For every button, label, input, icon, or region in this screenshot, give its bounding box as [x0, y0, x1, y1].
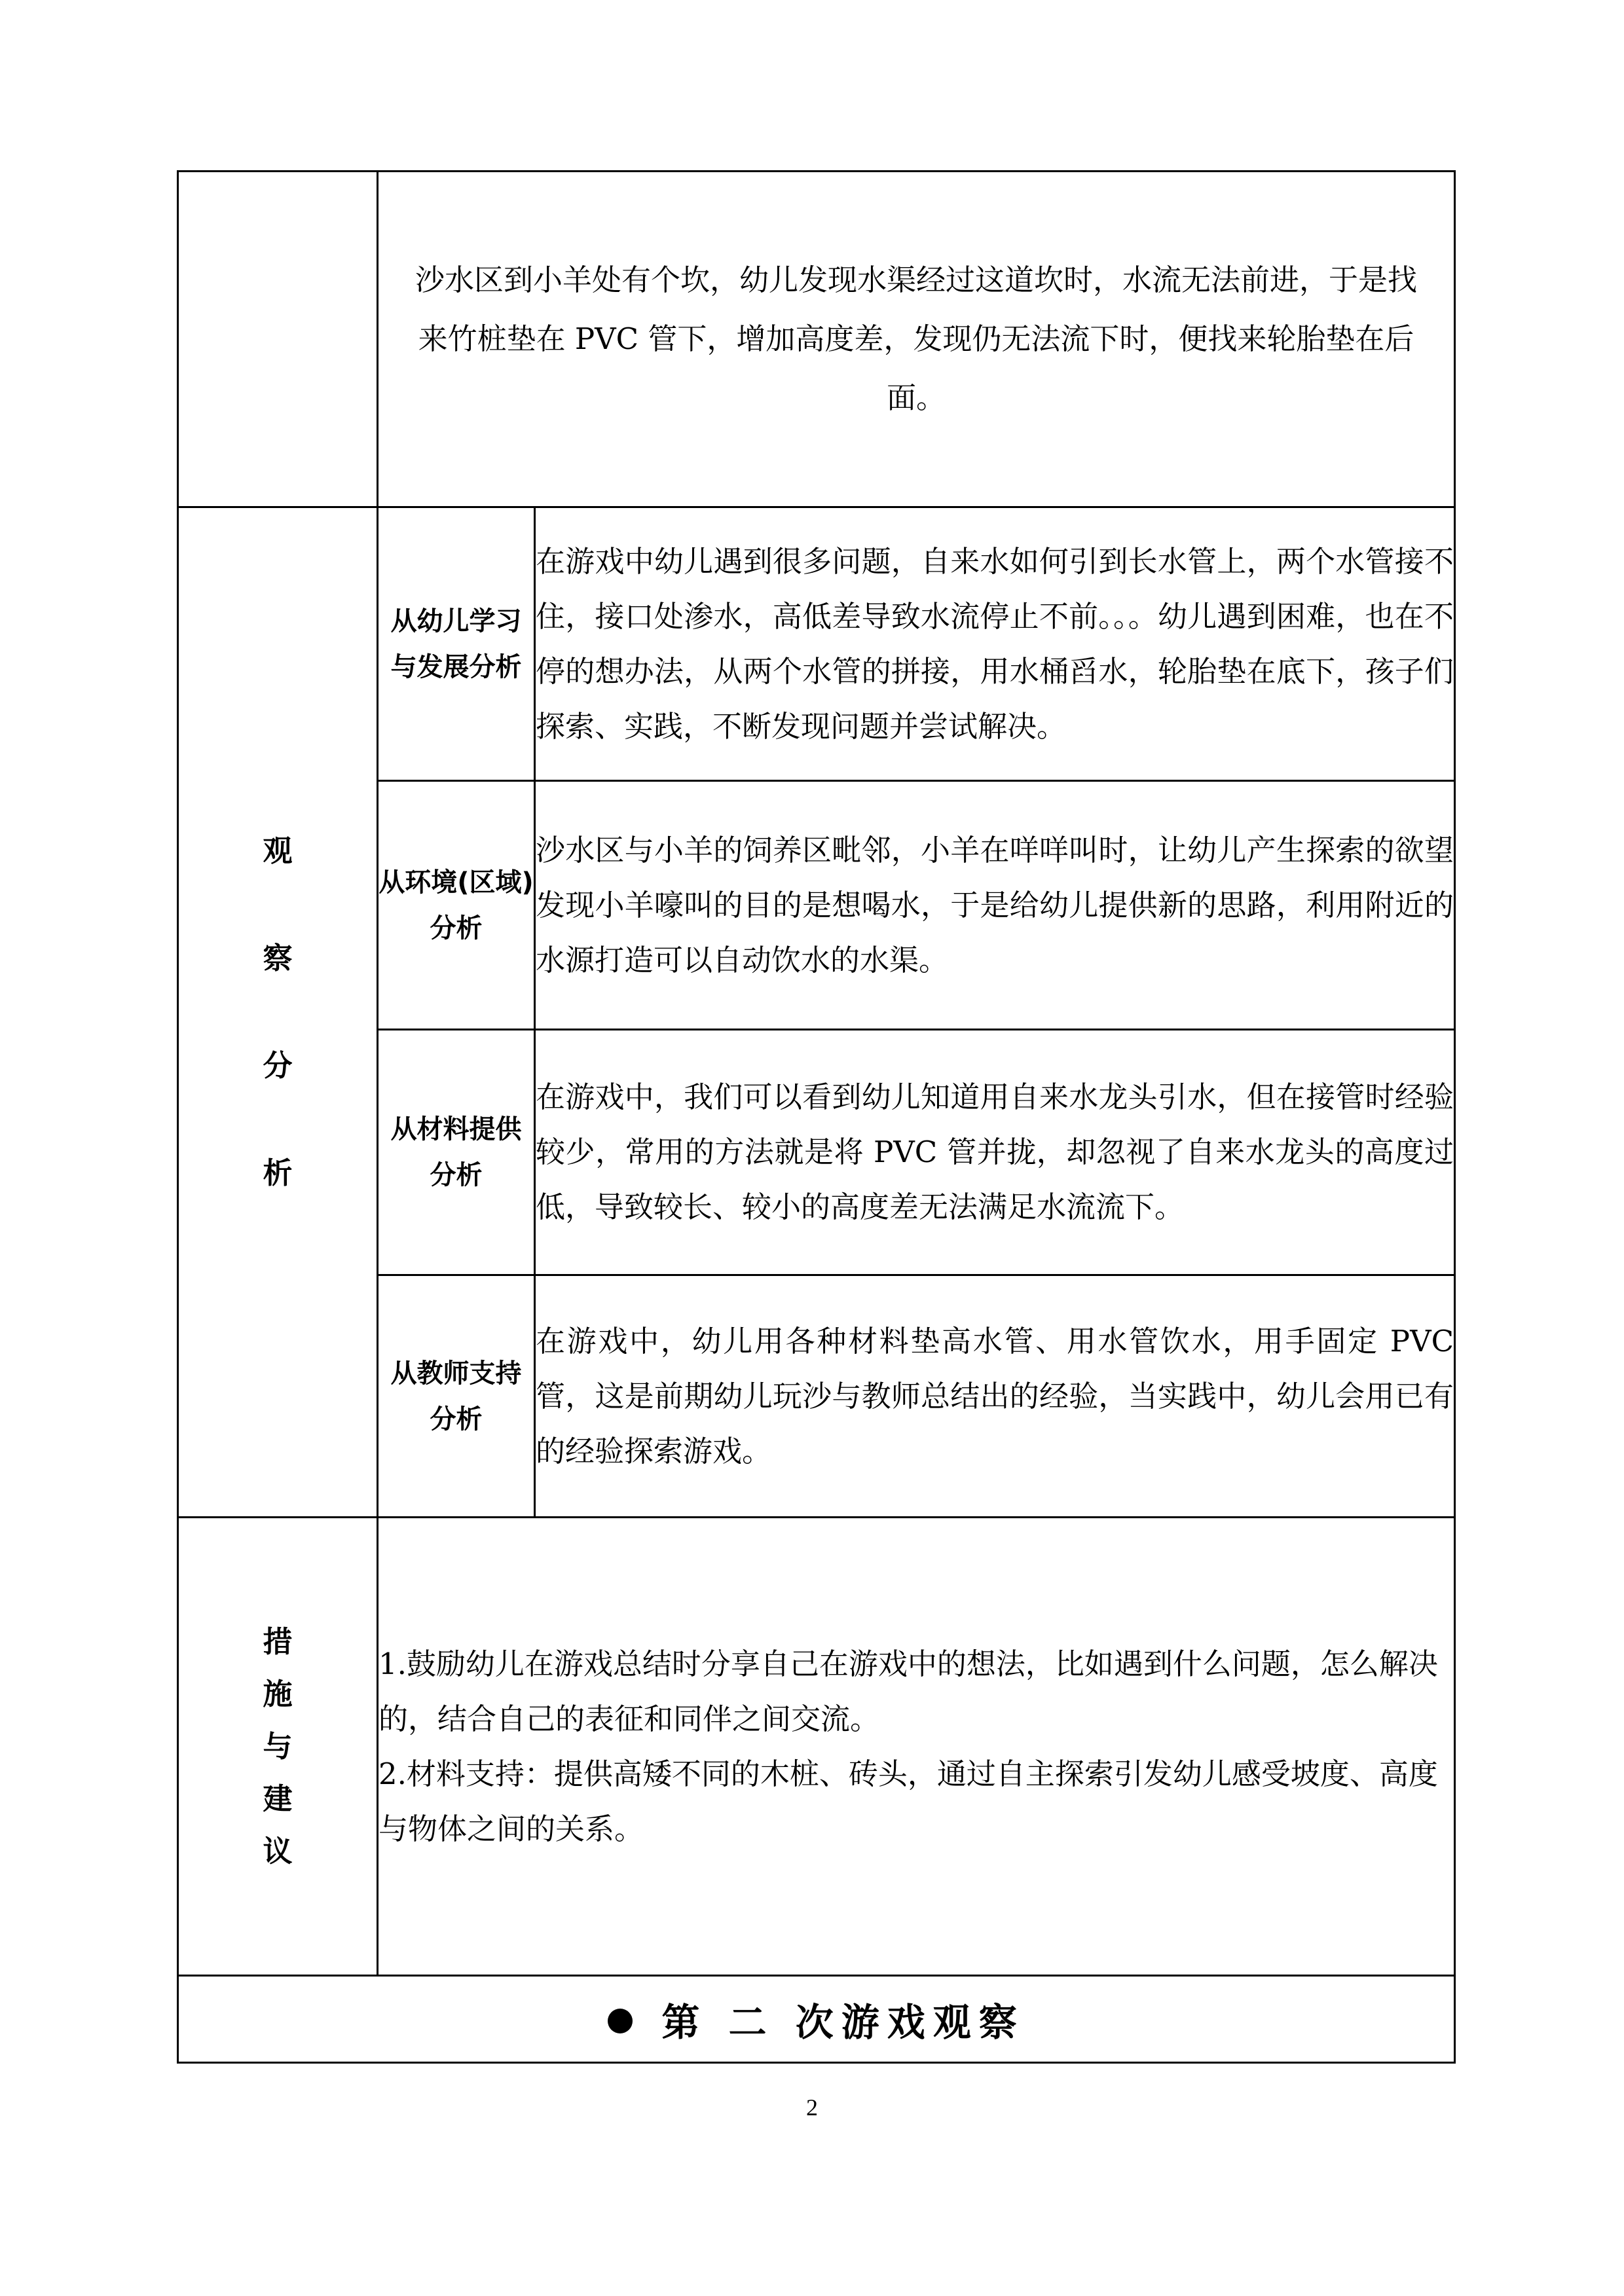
child-development-text: 在游戏中幼儿遇到很多问题，自来水如何引到长水管上，两个水管接不住，接口处渗水，高低差导致水流停止不前。。。幼儿遇到困难，也在不停的想办法，从两个水管的拼接，用水桶舀水，轮胎垫在底下，孩子们探索、实践，不断发现问题并尝试解决。	[535, 507, 1455, 781]
teacher-support-label: 从教师支持分析	[378, 1275, 535, 1518]
environment-label: 从环境(区域)分析	[378, 781, 535, 1030]
observation-record-table	[177, 170, 1456, 2064]
materials-label: 从材料提供分析	[378, 1030, 535, 1275]
narrative-label-cell	[178, 172, 378, 507]
materials-text: 在游戏中，我们可以看到幼儿知道用自来水龙头引水，但在接管时经验较少，常用的方法就是将 PVC 管并拢，却忽视了自来水龙头的高度过低，导致较长、较小的高度差无法满足水流流下。	[535, 1030, 1455, 1275]
narrative-cell	[378, 172, 1455, 507]
footer-row	[178, 1976, 1455, 2063]
page-number: 2	[806, 2094, 818, 2121]
label-char: 分	[263, 1048, 293, 1083]
environment-text: 沙水区与小羊的饲养区毗邻，小羊在咩咩叫时，让幼儿产生探索的欲望发现小羊嚎叫的目的是想喝水，于是给幼儿提供新的思路，利用附近的水源打造可以自动饮水的水渠。	[535, 781, 1455, 1030]
label-char: 观	[263, 833, 293, 868]
label-char: 建	[263, 1781, 293, 1816]
observation-analysis-label	[178, 507, 378, 1518]
teacher-support-text: 在游戏中，幼儿用各种材料垫高水管、用水管饮水，用手固定 PVC 管，这是前期幼儿玩沙与教师总结出的经验，当实践中，幼儿会用已有的经验探索游戏。	[535, 1275, 1455, 1518]
bullet-icon	[608, 2009, 633, 2033]
measure-item: 1.鼓励幼儿在游戏总结时分享自己在游戏中的想法，比如遇到什么问题，怎么解决的，结合自己的表征和同伴之间交流。	[378, 1646, 1438, 1736]
narrative-text: 沙水区到小羊处有个坎，幼儿发现水渠经过这道坎时，水流无法前进，于是找来竹桩垫在 PVC 管下，增加高度差，发现仍无法流下时，便找来轮胎垫在后面。	[415, 263, 1418, 415]
measures-row	[178, 1518, 1455, 1976]
label-char: 施	[263, 1676, 293, 1711]
heading-text: 第 二 次游戏观察	[661, 2000, 1025, 2045]
label-char: 析	[263, 1156, 293, 1190]
measures-content	[378, 1518, 1455, 1976]
label-char: 措	[263, 1624, 293, 1659]
label-char: 察	[263, 941, 293, 975]
label-char: 议	[263, 1833, 293, 1868]
analysis-row	[178, 507, 1455, 781]
child-development-label: 从幼儿学习与发展分析	[378, 507, 535, 781]
measure-item: 2.材料支持：提供高矮不同的木桩、砖头，通过自主探索引发幼儿感受坡度、高度与物体之间的关系。	[378, 1756, 1438, 1846]
measures-label	[178, 1518, 378, 1976]
second-observation-heading	[178, 1976, 1455, 2063]
narrative-row	[178, 172, 1455, 507]
label-char: 与	[263, 1728, 293, 1764]
